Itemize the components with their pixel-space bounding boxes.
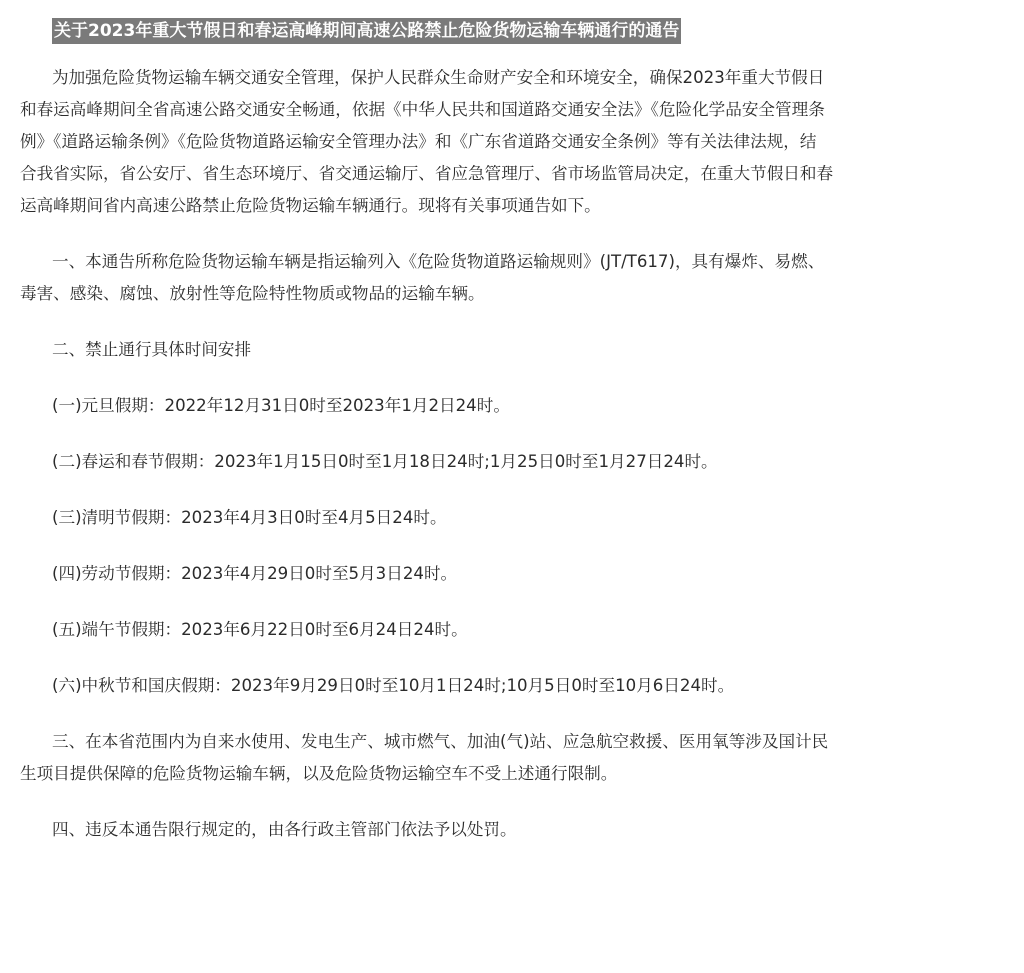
schedule-item-labour-day: (四)劳动节假期：2023年4月29日0时至5月3日24时。 <box>52 564 458 583</box>
section-4: 四、违反本通告限行规定的，由各行政主管部门依法予以处罚。 <box>52 820 517 839</box>
intro-paragraph <box>20 62 1002 222</box>
section-2-heading: 二、禁止通行具体时间安排 <box>52 340 252 359</box>
intro-line: 例》《道路运输条例》《危险货物道路运输安全管理办法》和《广东省道路交通安全条例》等有关法律法规，结 <box>20 132 817 151</box>
section-3-line: 三、在本省范围内为自来水使用、发电生产、城市燃气、加油(气)站、应急航空救援、医用氧等涉及国计民 <box>52 732 829 751</box>
section-3-line: 生项目提供保障的危险货物运输车辆，以及危险货物运输空车不受上述通行限制。 <box>20 764 618 783</box>
schedule-item-mid-autumn-national-day: (六)中秋节和国庆假期：2023年9月29日0时至10月1日24时;10月5日0时至10月6日24时。 <box>52 676 735 695</box>
schedule-item-new-year: (一)元旦假期：2022年12月31日0时至2023年1月2日24时。 <box>52 396 510 415</box>
intro-line: 为加强危险货物运输车辆交通安全管理，保护人民群众生命财产安全和环境安全，确保2023年重大节假日 <box>52 68 825 87</box>
section-3 <box>20 726 1002 790</box>
schedule-item-qingming: (三)清明节假期：2023年4月3日0时至4月5日24时。 <box>52 508 447 527</box>
section-1-line: 毒害、感染、腐蚀、放射性等危险特性物质或物品的运输车辆。 <box>20 284 485 303</box>
schedule-item-spring-festival: (二)春运和春节假期：2023年1月15日0时至1月18日24时;1月25日0时至1月27日24时。 <box>52 452 718 471</box>
intro-line: 和春运高峰期间全省高速公路交通安全畅通，依据《中华人民共和国道路交通安全法》《危险化学品安全管理条 <box>20 100 825 119</box>
schedule-item-dragon-boat: (五)端午节假期：2023年6月22日0时至6月24日24时。 <box>52 620 468 639</box>
intro-line: 合我省实际，省公安厅、省生态环境厅、省交通运输厅、省应急管理厅、省市场监管局决定，在重大节假日和春 <box>20 164 834 183</box>
section-1-line: 一、本通告所称危险货物运输车辆是指运输列入《危险货物道路运输规则》(JT/T617)，具有爆炸、易燃、 <box>52 252 825 271</box>
section-1 <box>20 246 1002 310</box>
intro-line: 运高峰期间省内高速公路禁止危险货物运输车辆通行。现将有关事项通告如下。 <box>20 196 601 215</box>
notice-title: 关于2023年重大节假日和春运高峰期间高速公路禁止危险货物运输车辆通行的通告 <box>52 18 681 44</box>
